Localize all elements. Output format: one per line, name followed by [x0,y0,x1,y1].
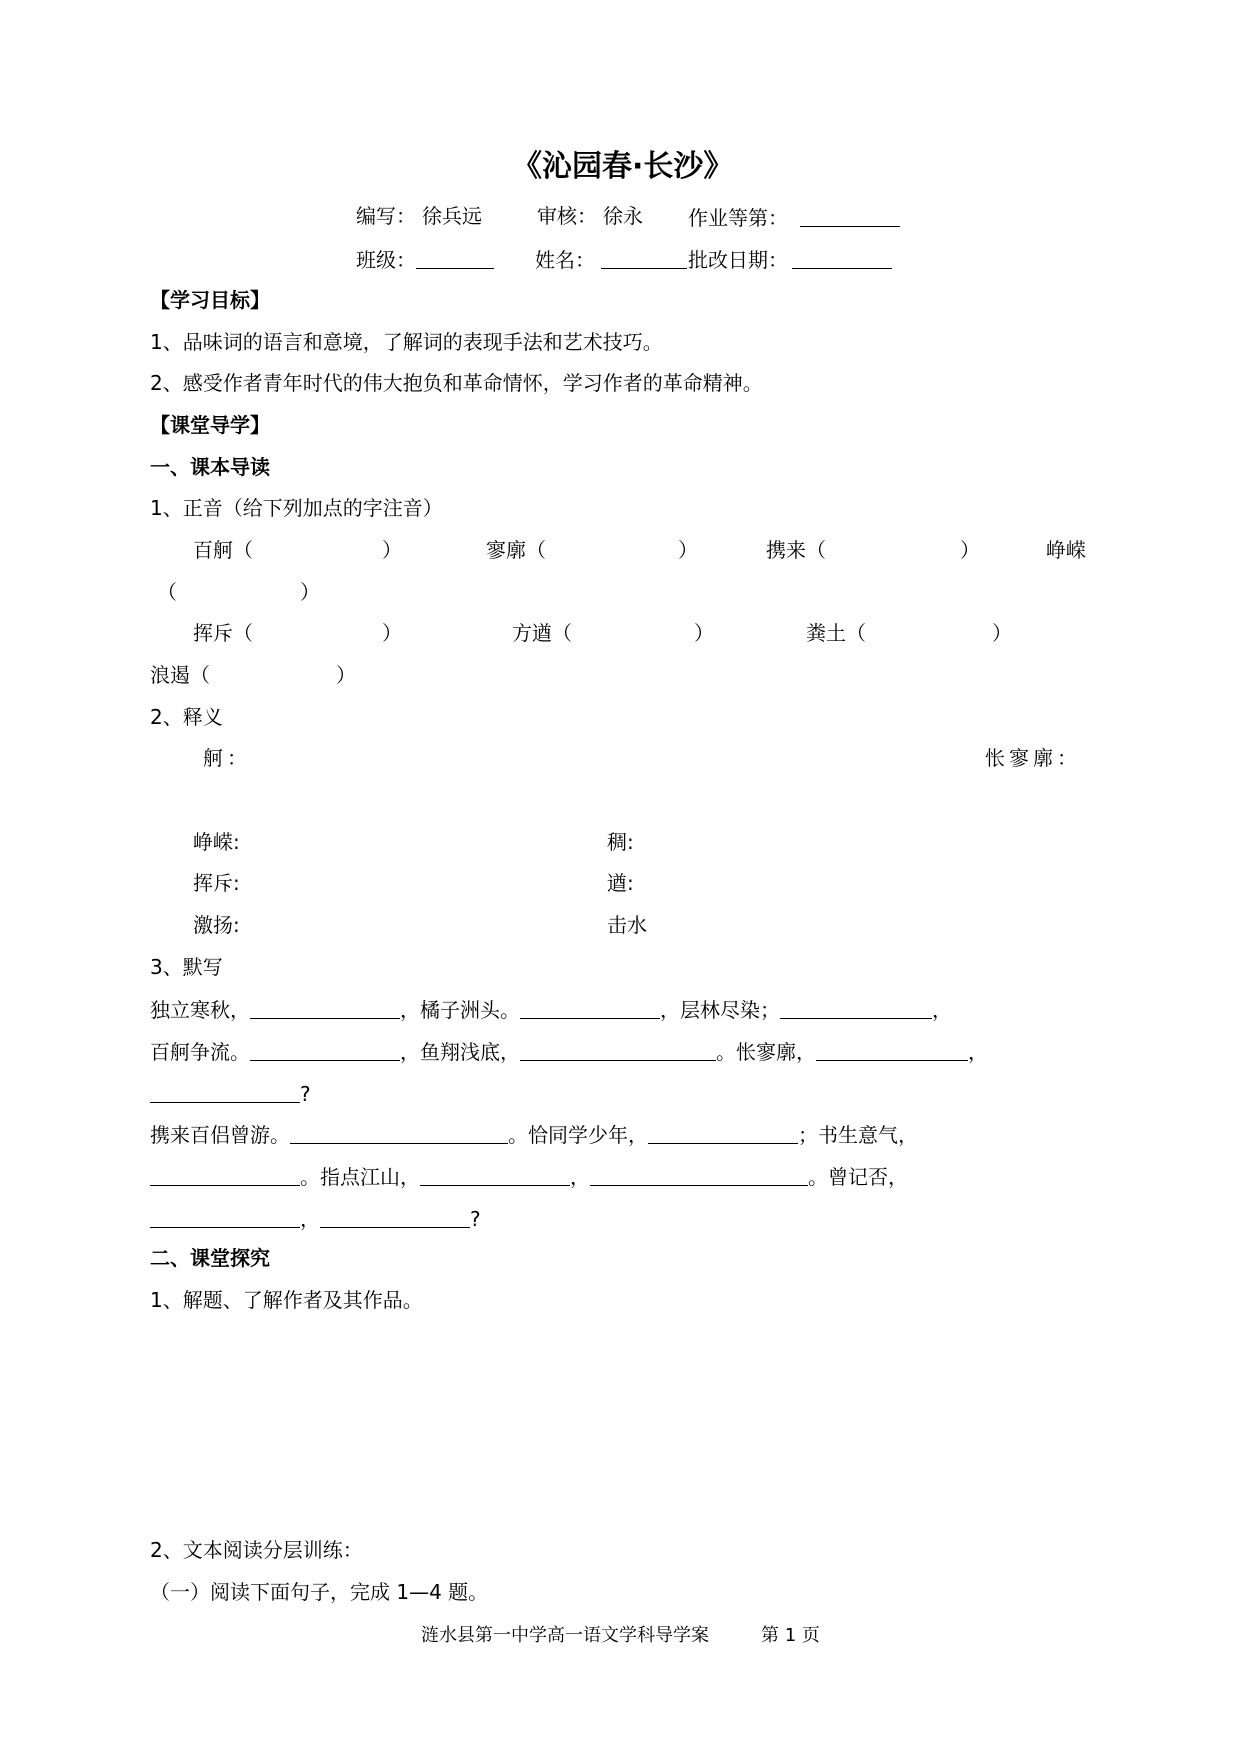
dictation-blank[interactable] [320,1207,470,1228]
explore-item-2: 2、文本阅读分层训练： [150,1538,363,1562]
author-field [356,206,482,226]
dictation-text: ，橘子洲头。 [400,998,520,1022]
goal-item-1: 1、品味词的语言和意境，了解词的表现手法和艺术技巧。 [150,330,663,354]
pron-close-6: ） [694,621,714,645]
def-item-7: 激扬: [193,913,240,937]
dictation-blank[interactable] [150,1165,300,1186]
footer-school: 涟水县第一中学高一语文学科导学案 [421,1625,709,1646]
dictation-text: 携来百侣曾游。 [150,1123,290,1147]
dictation-text: ，鱼翔浅底， [400,1040,520,1064]
dictation-text: ? [300,1082,311,1106]
dictation-text: ， [300,1207,320,1231]
part2-heading: 二、课堂探究 [150,1246,270,1270]
name-field [535,248,687,270]
date-label: 批改日期： [688,248,788,272]
dictation-blank[interactable] [590,1165,808,1186]
def-item-8: 击水 [607,913,647,937]
def-item-2: 怅寥廓： [985,746,1081,770]
dictation-text: 。恰同学少年， [508,1123,648,1147]
date-blank[interactable] [792,248,892,269]
pron-close-1: ） [382,538,402,562]
reviewer-label: 审核： [537,204,597,228]
date-field [688,248,892,270]
grade-blank[interactable] [800,206,900,227]
dictation-text: 。指点江山， [300,1165,420,1189]
dictation-text: 。怅寥廓， [716,1040,816,1064]
dictation-text: ，层林尽染； [660,998,780,1022]
dictation-blank[interactable] [520,1040,716,1061]
dictation-blank[interactable] [290,1123,508,1144]
dictation-line-4 [150,1123,918,1145]
dictation-blank[interactable] [780,998,932,1019]
dictation-text: 百舸争流。 [150,1040,250,1064]
dictation-text: ， [932,998,952,1022]
part1-heading: 一、课本导读 [150,455,270,479]
grade-label: 作业等第： [688,206,788,230]
pron-item-4: 峥嵘 [1046,538,1086,562]
pron-close-4: ） [300,580,320,604]
dictation-line-5 [150,1165,908,1187]
dictation-blank[interactable] [520,998,660,1019]
dictation-text: 。曾记否， [808,1165,908,1189]
dictation-text: ， [968,1040,988,1064]
pron-close-3: ） [960,538,980,562]
dictation-text: ? [470,1207,481,1231]
guide-heading: 【课堂导学】 [150,413,270,437]
pron-item-5: 挥斥（ [193,621,253,645]
pron-close-8: ） [336,663,356,687]
pron-close-7: ） [992,621,1012,645]
dictation-blank[interactable] [150,1207,300,1228]
definition-heading: 2、释义 [150,705,223,729]
name-blank[interactable] [601,248,687,269]
dictation-blank[interactable] [150,1082,300,1103]
dictation-text: 独立寒秋， [150,998,250,1022]
document-title: 《沁园春·长沙》 [512,149,734,184]
class-label: 班级： [356,248,416,272]
pron-item-7: 粪土（ [806,621,866,645]
pron-item-3: 携来（ [766,538,826,562]
author-name: 徐兵远 [422,204,482,228]
def-item-4: 稠: [607,830,634,854]
footer-page-number: 第 1 页 [761,1625,820,1646]
pron-close-2: ） [678,538,698,562]
dictation-text: ；书生意气， [798,1123,918,1147]
def-item-3: 峥嵘: [193,830,240,854]
pron-item-2: 寥廓（ [486,538,546,562]
pron-item-8: 浪遏（ [150,663,210,687]
reviewer-name: 徐永 [603,204,643,228]
dictation-blank[interactable] [816,1040,968,1061]
dictation-line-6 [150,1207,481,1229]
dictation-blank[interactable] [648,1123,798,1144]
pron-close-5: ） [382,621,402,645]
goal-item-2: 2、感受作者青年时代的伟大抱负和革命情怀，学习作者的革命精神。 [150,371,763,395]
explore-item-1: 1、解题、了解作者及其作品。 [150,1288,423,1312]
dictation-heading: 3、默写 [150,955,223,979]
name-label: 姓名： [535,248,595,272]
dictation-blank[interactable] [250,1040,400,1061]
explore-item-3: （一）阅读下面句子，完成 1—4 题。 [150,1580,489,1604]
def-item-1: 舸： [203,746,251,770]
author-label: 编写： [356,204,416,228]
dictation-blank[interactable] [420,1165,570,1186]
def-item-6: 遒: [607,871,634,895]
class-field [356,248,494,270]
dictation-line-1 [150,998,952,1020]
dictation-line-2 [150,1040,988,1062]
grade-field [688,206,900,228]
class-blank[interactable] [416,248,494,269]
dictation-text: ， [570,1165,590,1189]
dictation-line-3 [150,1082,311,1104]
pron-item-6: 方遒（ [512,621,572,645]
dictation-blank[interactable] [250,998,400,1019]
goals-heading: 【学习目标】 [150,288,270,312]
reviewer-field [537,206,643,226]
def-item-5: 挥斥: [193,871,240,895]
pron-open-4: （ [157,580,177,604]
pronunciation-heading: 1、正音（给下列加点的字注音） [150,496,443,520]
pron-item-1: 百舸（ [193,538,253,562]
